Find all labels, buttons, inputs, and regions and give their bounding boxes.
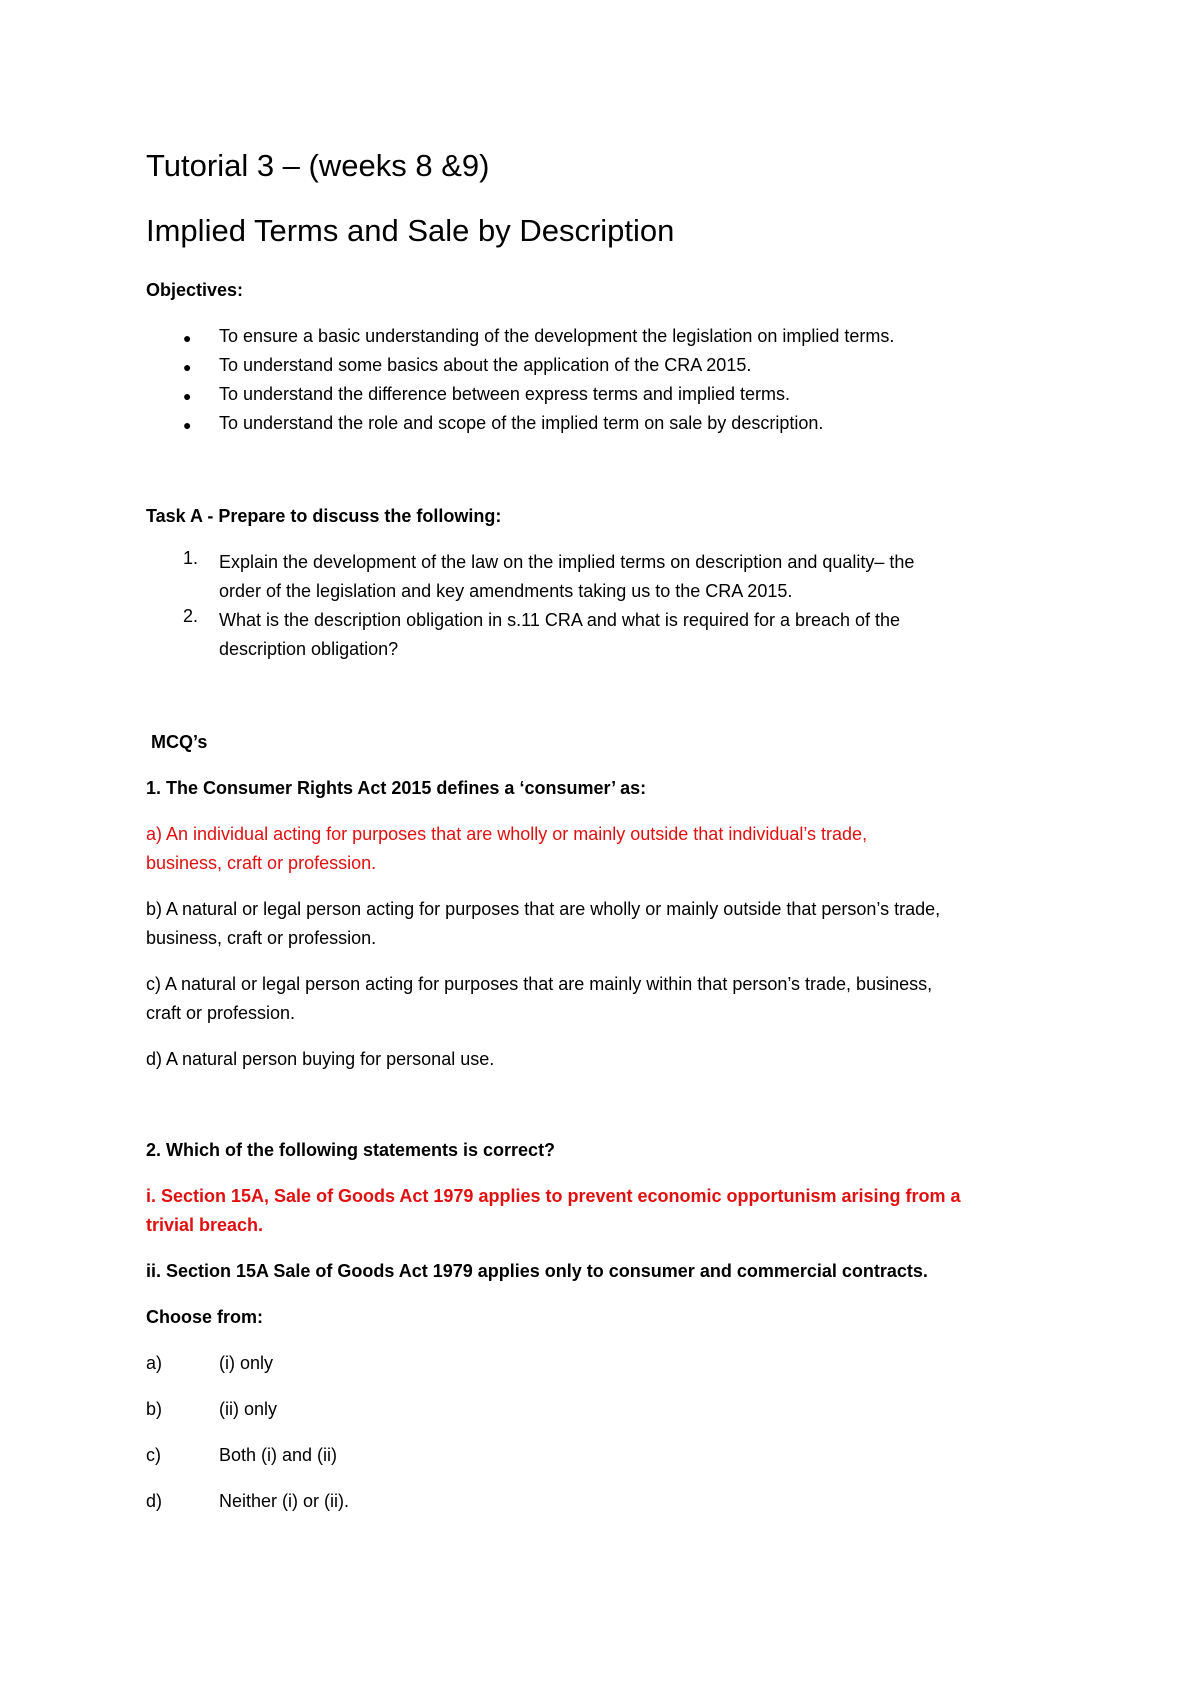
page-title: Tutorial 3 – (weeks 8 &9) bbox=[146, 148, 490, 183]
option-letter: b) bbox=[146, 1399, 163, 1419]
question-1: 1. The Consumer Rights Act 2015 defines a ‘consumer’ as: bbox=[146, 778, 647, 798]
objective-item: To understand the difference between express terms and implied terms. bbox=[219, 384, 790, 404]
bullet-icon: ● bbox=[183, 388, 192, 404]
bullet-icon: ● bbox=[183, 417, 192, 433]
page-subtitle: Implied Terms and Sale by Description bbox=[146, 213, 675, 248]
task-item-number: 2. bbox=[183, 606, 199, 626]
option-c: c) A natural or legal person acting for purposes that are mainly within that person’s trade, business, bbox=[146, 974, 933, 994]
task-a-heading: Task A - Prepare to discuss the following: bbox=[146, 506, 502, 526]
option-letter: c) bbox=[146, 1445, 161, 1465]
statement-i-correct: i. Section 15A, Sale of Goods Act 1979 applies to prevent economic opportunism arising from a bbox=[146, 1186, 961, 1206]
mcq-heading: MCQ’s bbox=[151, 732, 208, 752]
option-text: Both (i) and (ii) bbox=[219, 1445, 338, 1465]
option-letter: d) bbox=[146, 1491, 163, 1511]
option-text: (i) only bbox=[219, 1353, 274, 1373]
statement-ii: ii. Section 15A Sale of Goods Act 1979 applies only to consumer and commercial contracts. bbox=[146, 1261, 928, 1281]
option-letter: a) bbox=[146, 1353, 163, 1373]
task-item-line: description obligation? bbox=[219, 639, 399, 659]
objective-item: To understand the role and scope of the implied term on sale by description. bbox=[219, 413, 824, 433]
option-b: business, craft or profession. bbox=[146, 928, 377, 948]
option-b: b) A natural or legal person acting for purposes that are wholly or mainly outside that person’s trade, bbox=[146, 899, 941, 919]
objective-item: To understand some basics about the application of the CRA 2015. bbox=[219, 355, 752, 375]
choose-from-label: Choose from: bbox=[146, 1307, 263, 1327]
option-a-correct: business, craft or profession. bbox=[146, 853, 377, 873]
option-d: d) A natural person buying for personal use. bbox=[146, 1049, 495, 1069]
bullet-icon: ● bbox=[183, 330, 192, 346]
question-2: 2. Which of the following statements is correct? bbox=[146, 1140, 556, 1160]
objective-item: To ensure a basic understanding of the development the legislation on implied terms. bbox=[219, 326, 895, 346]
option-text: Neither (i) or (ii). bbox=[219, 1491, 350, 1511]
option-a-correct: a) An individual acting for purposes that are wholly or mainly outside that individual’s trade, bbox=[146, 824, 868, 844]
task-item-line: order of the legislation and key amendments taking us to the CRA 2015. bbox=[219, 581, 793, 601]
option-c: craft or profession. bbox=[146, 1003, 296, 1023]
task-item-line: What is the description obligation in s.11 CRA and what is required for a breach of the bbox=[219, 610, 901, 630]
task-item-line: Explain the development of the law on the implied terms on description and quality– the bbox=[219, 552, 915, 572]
objectives-heading: Objectives: bbox=[146, 280, 244, 300]
task-item-number: 1. bbox=[183, 548, 199, 568]
option-text: (ii) only bbox=[219, 1399, 278, 1419]
bullet-icon: ● bbox=[183, 359, 192, 375]
statement-i-correct: trivial breach. bbox=[146, 1215, 264, 1235]
